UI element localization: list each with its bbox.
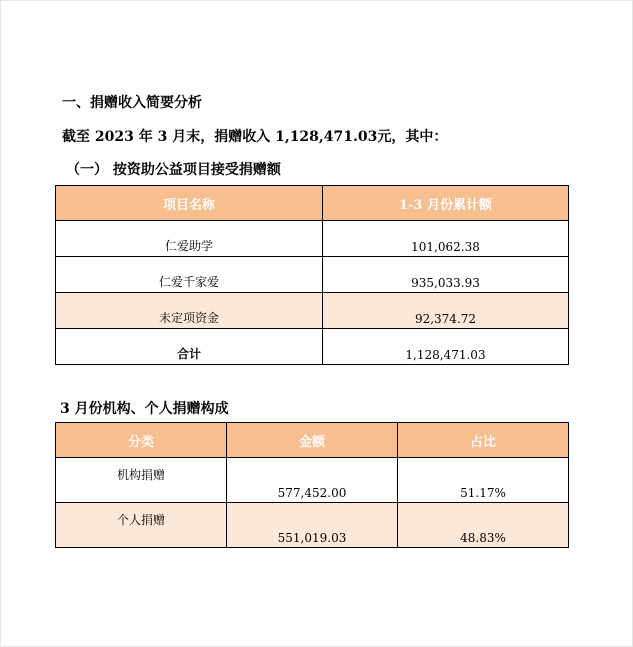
category-cell: 个人捐赠	[56, 503, 227, 548]
amount-cell: 101,062.38	[323, 221, 569, 257]
table-row	[56, 221, 569, 257]
table-total-row	[56, 329, 569, 365]
column-header-cumulative-amount: 1-3 月份累计额	[323, 186, 569, 221]
project-donations-table	[55, 185, 569, 365]
project-name-cell: 未定项资金	[56, 293, 323, 329]
amount-cell: 935,033.93	[323, 257, 569, 293]
subsection-title-composition: 3 月份机构、个人捐赠构成	[60, 401, 229, 417]
table-header-row	[56, 423, 569, 458]
total-label-cell: 合计	[56, 329, 323, 365]
section-title: 一、捐赠收入简要分析	[62, 95, 202, 111]
total-amount-cell: 1,128,471.03	[323, 329, 569, 365]
subsection-title-projects: （一） 按资助公益项目接受捐赠额	[66, 162, 281, 178]
table-row	[56, 293, 569, 329]
column-header-project-name: 项目名称	[56, 186, 323, 221]
project-name-cell: 仁爱千家爱	[56, 257, 323, 293]
amount-cell: 551,019.03	[227, 503, 398, 548]
percent-cell: 51.17%	[398, 458, 569, 503]
column-header-amount: 金额	[227, 423, 398, 458]
summary-line: 截至 2023 年 3 月末，捐赠收入 1,128,471.03元，其中：	[62, 129, 448, 145]
project-name-cell: 仁爱助学	[56, 221, 323, 257]
table-row	[56, 257, 569, 293]
percent-cell: 48.83%	[398, 503, 569, 548]
table-row	[56, 503, 569, 548]
donation-composition-table	[55, 422, 569, 548]
column-header-percent: 占比	[398, 423, 569, 458]
table-row	[56, 458, 569, 503]
table-header-row	[56, 186, 569, 221]
amount-cell: 92,374.72	[323, 293, 569, 329]
category-cell: 机构捐赠	[56, 458, 227, 503]
column-header-category: 分类	[56, 423, 227, 458]
amount-cell: 577,452.00	[227, 458, 398, 503]
